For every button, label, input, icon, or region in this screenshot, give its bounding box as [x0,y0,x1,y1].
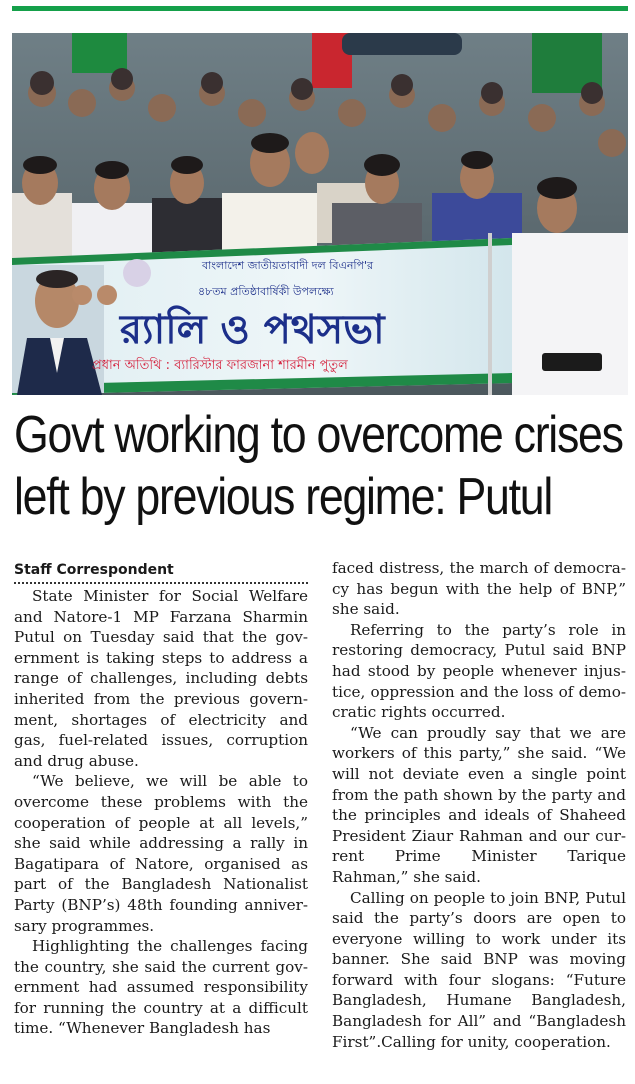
article-column-right [332,558,626,1052]
top-color-rule [12,6,628,11]
headline-line-1: Govt working to overcome crises [14,406,623,464]
banner-title: র‍্যালি ও পথসভা [120,307,385,353]
paragraph: “We can proudly say that we are workers of this party,” she said. “We will not deviate even a single point from the path shown by the party and the principles and ideals of Shaheed President Ziaur Rahman and our current Prime Minister Tarique Rahman,” she said. [332,723,626,886]
paragraph: “We believe, we will be able to overcome these problems with the cooperation of people at all levels,” she said while addressing a rally in Bagatipara of Natore, organised as part of the Bangladesh Nationalist Party (BNP’s) 48th founding anniversary programmes. [14,772,308,935]
article-column-left [14,560,308,1039]
paragraph: Calling on people to join BNP, Putul said the party’s doors are open to everyone willing to work under its banner. She said BNP was moving forward with four slogans: “Future Bangladesh, Humane Bangladesh, Bangladesh for All” and “Bangladesh First”.Calling for unity, cooperation. [332,888,626,1051]
paragraph: State Minister for Social Welfare and Natore-1 MP Farzana Sharmin Putul on Tuesday said that the government is taking steps to address a range of challenges, including debts inherited from the previous government, shortages of electricity and gas, fuel-related issues, corruption and drug abuse. [14,587,308,770]
headline-line-2: left by previous regime: Putul [14,468,552,526]
paragraph: Highlighting the challenges facing the country, she said the current government had assumed responsibility for running the country at a difficult time. “Whenever Bangladesh has [14,937,308,1038]
rally-photo [12,33,628,395]
paragraph: faced distress, the march of democracy has begun with the help of BNP,” she said. [332,559,626,619]
banner-line-2: ৪৮তম প্রতিষ্ঠাবার্ষিকী উপলক্ষ্যে [198,285,334,298]
banner-line-1: বাংলাদেশ জাতীয়তাবাদী দল বিএনপি'র [202,259,374,272]
article-headline [14,404,623,528]
byline: Staff Correspondent [14,560,308,584]
paragraph: Referring to the party’s role in restoring democracy, Putul said BNP had stood by people whenever injustice, oppression and the loss of democratic rights occurred. [332,620,626,722]
banner-line-4: প্রধান অতিথি : ব্যারিস্টার ফারজানা শারমীন পুতুল [92,358,348,373]
